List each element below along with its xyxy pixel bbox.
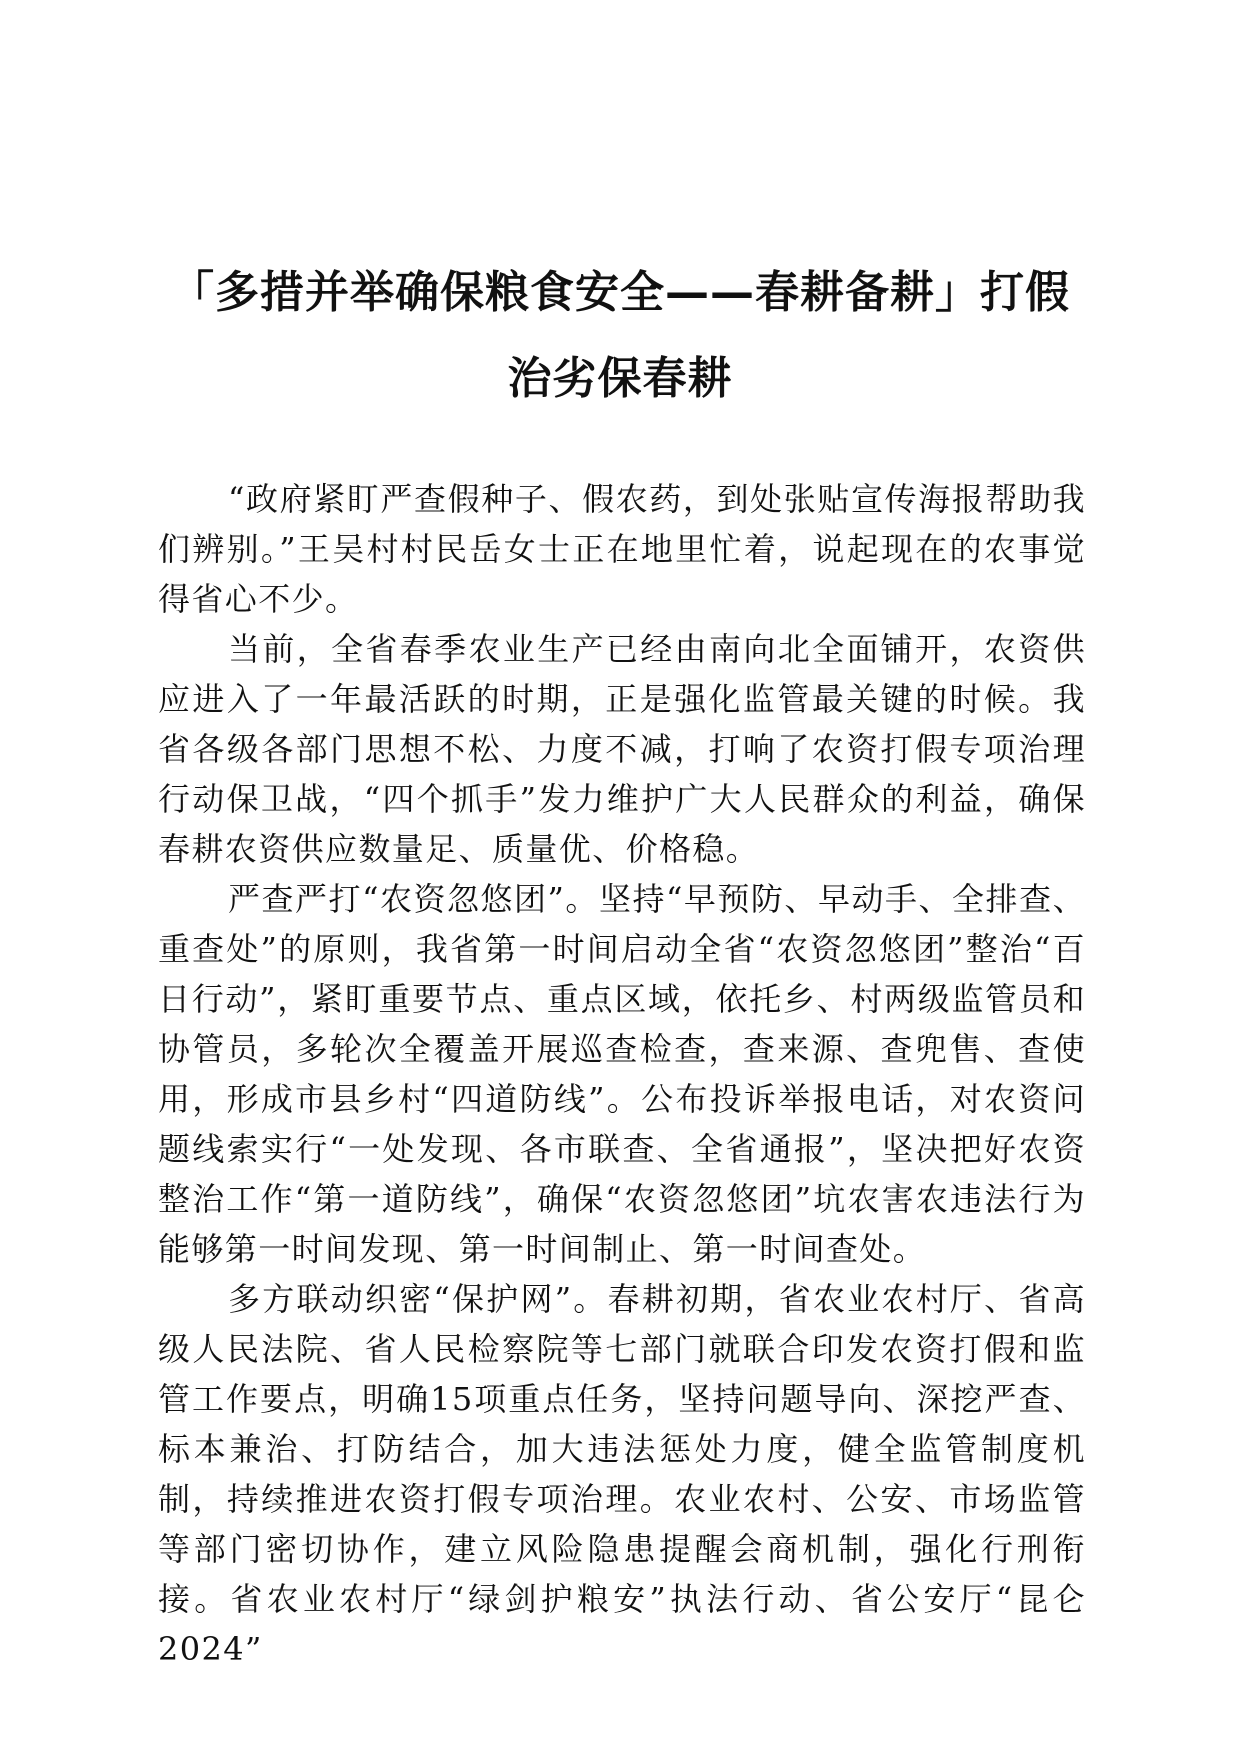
paragraph-3: 严查严打“农资忽悠团”。坚持“早预防、早动手、全排查、重查处”的原则，我省第一时间启动全省“农资忽悠团”整治“百日行动”，紧盯重要节点、重点区域，依托乡、村两级监管员和协管员，多轮次全覆盖开展巡查检查，查来源、查兜售、查使用，形成市县乡村“四道防线”。公布投诉举报电话，对农资问题线索实行“一处发现、各市联查、全省通报”，坚决把好农资整治工作“第一道防线”，确保“农资忽悠团”坑农害农违法行为能够第一时间发现、第一时间制止、第一时间查处。 <box>158 880 1086 1268</box>
paragraph-1: “政府紧盯严查假种子、假农药，到处张贴宣传海报帮助我们辨别。”王吴村村民岳女士正在地里忙着，说起现在的农事觉得省心不少。 <box>158 480 1086 618</box>
title-line-1: 「多措并举确保粮食安全——春耕备耕」打假 <box>170 267 1070 318</box>
document-body <box>158 474 1086 1674</box>
paragraph-4: 多方联动织密“保护网”。春耕初期，省农业农村厅、省高级人民法院、省人民检察院等七部门就联合印发农资打假和监管工作要点，明确15项重点任务，坚持问题导向、深挖严查、标本兼治、打防结合，加大违法惩处力度，健全监管制度机制，持续推进农资打假专项治理。农业农村、公安、市场监管等部门密切协作，建立风险隐患提醒会商机制，强化行刑衔接。省农业农村厅“绿剑护粮安”执法行动、省公安厅“昆仑2024” <box>158 1280 1086 1668</box>
paragraph-2: 当前，全省春季农业生产已经由南向北全面铺开，农资供应进入了一年最活跃的时期，正是强化监管最关键的时候。我省各级各部门思想不松、力度不减，打响了农资打假专项治理行动保卫战，“四个抓手”发力维护广大人民群众的利益，确保春耕农资供应数量足、质量优、价格稳。 <box>158 630 1086 868</box>
title-line-2: 治劣保春耕 <box>507 353 733 404</box>
document-title <box>155 250 1085 422</box>
